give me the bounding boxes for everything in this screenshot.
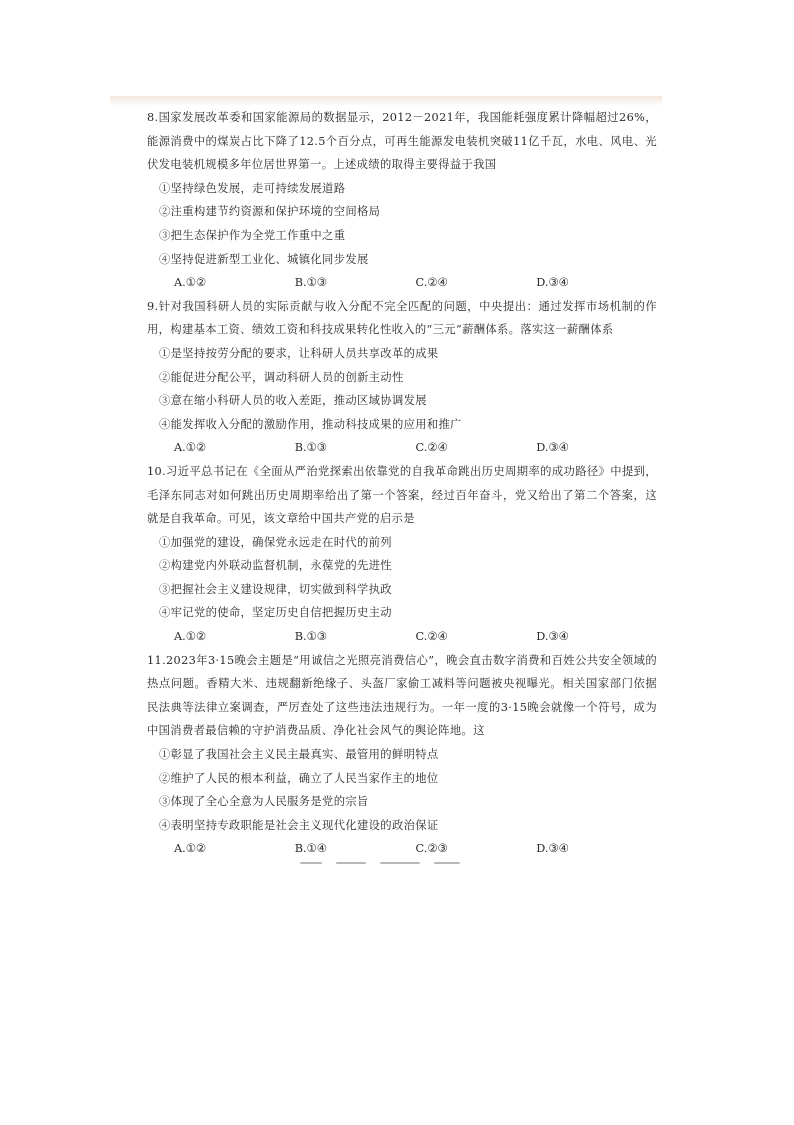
choice-a: A.①②	[174, 842, 207, 856]
question-stem: 9.针对我国科研人员的实际贡献与收入分配不完全匹配的问题，中央提出：通过发挥市场机制的作用，构建基本工资、绩效工资和科技成果转化性收入的“三元”薪酬体系。落实这一薪酬体系	[147, 299, 657, 337]
choice-c: C.②④	[415, 630, 448, 644]
choice-d: D.③④	[536, 276, 569, 290]
choice-b: B.①④	[294, 842, 327, 856]
answer-choices	[147, 271, 657, 295]
statement-option: ③意在缩小科研人员的收入差距，推动区域协调发展	[159, 394, 427, 408]
page-footer-smudge	[300, 858, 490, 868]
choice-d: D.③④	[536, 842, 569, 856]
choice-c: C.②③	[415, 842, 448, 856]
statement-option: ①坚持绿色发展，走可持续发展道路	[159, 181, 346, 195]
question-stem: 10.习近平总书记在《全面从严治党探索出依靠党的自我革命跳出历史周期率的成功路径》中提到，毛泽东同志对如何跳出历史周期率给出了第一个答案，经过百年奋斗，党又给出了第二个答案，这就是自我革命。可见，该文章给中国共产党的启示是	[147, 464, 657, 526]
statement-option: ②注重构建节约资源和保护环境的空间格局	[159, 205, 381, 219]
choice-d: D.③④	[536, 630, 569, 644]
answer-choices	[147, 436, 657, 460]
choice-a: A.①②	[174, 630, 207, 644]
question-8	[147, 106, 657, 295]
choice-a: A.①②	[174, 276, 207, 290]
choice-a: A.①②	[174, 441, 207, 455]
question-11	[147, 649, 657, 861]
question-9	[147, 295, 657, 460]
statement-option: ③体现了全心全意为人民服务是党的宗旨	[159, 795, 369, 809]
page-top-edge	[110, 96, 662, 106]
statement-option: ④表明坚持专政职能是社会主义现代化建设的政治保证	[159, 818, 439, 832]
statement-option: ②构建党内外联动监督机制，永葆党的先进性	[159, 559, 392, 573]
choice-c: C.②④	[415, 441, 448, 455]
answer-choices	[147, 625, 657, 649]
choice-b: B.①③	[294, 630, 327, 644]
question-stem: 11.2023年3·15晚会主题是“用诚信之光照亮消费信心”，晚会直击数字消费和百姓公共安全领域的热点问题。香精大米、违规翻新绝缘子、头盔厂家偷工减料等问题被央视曝光。相关国家部门依据民法典等法律立案调查，严厉查处了这些违法违规行为。一年一度的3·15晚会就像一个符号，成为中国消费者最信赖的守护消费品质、净化社会风气的舆论阵地。这	[147, 653, 657, 738]
question-list	[147, 106, 657, 861]
choice-d: D.③④	[536, 441, 569, 455]
choice-c: C.②④	[415, 276, 448, 290]
choice-b: B.①③	[294, 276, 327, 290]
footer-dash	[434, 862, 460, 864]
statement-option: ①加强党的建设，确保党永远走在时代的前列	[159, 535, 392, 549]
choice-b: B.①③	[294, 441, 327, 455]
footer-dash	[300, 862, 322, 864]
statement-option: ②能促进分配公平，调动科研人员的创新主动性	[159, 370, 404, 384]
question-10	[147, 460, 657, 649]
statement-option: ②维护了人民的根本利益，确立了人民当家作主的地位	[159, 771, 439, 785]
statement-option: ④牢记党的使命，坚定历史自信把握历史主动	[159, 606, 392, 620]
statement-option: ③把握社会主义建设规律，切实做到科学执政	[159, 582, 392, 596]
statement-option: ①彰显了我国社会主义民主最真实、最管用的鲜明特点	[159, 748, 439, 762]
footer-dash	[380, 862, 420, 864]
statement-option: ①是坚持按劳分配的要求，让科研人员共享改革的成果	[159, 346, 439, 360]
statement-option: ④能发挥收入分配的激励作用，推动科技成果的应用和推广	[159, 417, 462, 431]
footer-dash	[336, 862, 366, 864]
statement-option: ③把生态保护作为全党工作重中之重	[159, 228, 346, 242]
statement-option: ④坚持促进新型工业化、城镇化同步发展	[159, 252, 369, 266]
question-stem: 8.国家发展改革委和国家能源局的数据显示，2012－2021年，我国能耗强度累计降幅超过26%，能源消费中的煤炭占比下降了12.5个百分点，可再生能源发电装机突破11亿千瓦，水电、风电、光伏发电装机规模多年位居世界第一。上述成绩的取得主要得益于我国	[147, 111, 657, 172]
